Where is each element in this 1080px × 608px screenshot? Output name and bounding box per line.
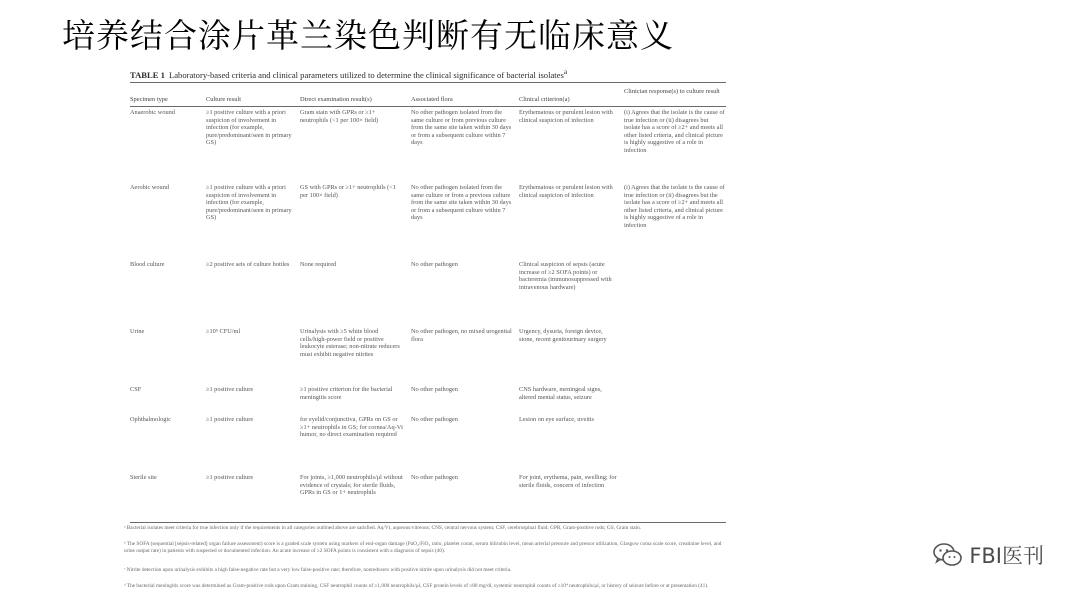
column-header: Clinician response(s) to culture result	[624, 88, 720, 95]
wechat-icon	[933, 542, 963, 568]
watermark-text: FBI医刊	[969, 544, 1044, 568]
table-cell: No other pathogen	[411, 386, 458, 393]
table-cell: ≥1 positive culture with a priori suspicion of involvement in infection (for example, pure/predominant/seen in primary GS)	[206, 184, 292, 222]
table-cell: Aerobic wound	[130, 184, 169, 191]
table-header-rule	[130, 106, 726, 107]
column-header: Clinical criterion(a)	[519, 96, 570, 103]
table-cell: GS with GPRs or ≥1+ neutrophils (<1 per 100× field)	[300, 184, 396, 199]
table-cell: Urgency, dysuria, foreign device, stone, recent genitourinary surgery	[519, 328, 607, 343]
table-label: TABLE 1	[130, 69, 165, 80]
table-cell: (i) Agrees that the isolate is the cause of true infection or (ii) disagrees but the isolate has a score of ≥2+ and meets all other listed criteria, and clinical picture is highly suggestive of a role in infection	[624, 184, 725, 229]
table-cell: ≥2 positive sets of culture bottles	[206, 261, 290, 268]
table-footnote: ᵈ The bacterial meningitis score was determined as Gram-positive rods upon Gram staining, CSF neutrophil counts of ≥1,000 neutrophils/μl, CSF protein levels of ≥80 mg/dl, systemic neutrophil counts of ≥10⁴ neutrophils/μl, or history of seizure before or at presentation (41).	[124, 583, 709, 589]
table-caption-text: Laboratory-based criteria and clinical parameters utilized to determine the clinical significance of bacterial isolates	[168, 69, 564, 80]
table-top-rule	[130, 82, 726, 83]
table-cell: No other pathogen isolated from the same culture or from previous culture from the same site taken within 30 days or from a subsequent culture within 7 days	[411, 109, 512, 147]
table-footnote: ᵇ The SOFA (sequential [sepsis-related] organ failure assessment) score is a graded scale system using markers of end-organ damage (PaO₂/FiO₂ ratio, platelet count, serum bilirubin level, mean arterial pressure and pressor utilization, Glasgow coma scale score, creatinine level, and urine output rate) in patients with suspected or documented infection. An acute increase of ≥2 SOFA points is consistent with a diagnosis of sepsis (40).	[124, 541, 722, 554]
column-header: Culture result	[206, 96, 241, 103]
table-cell: ≥1 positive culture	[206, 474, 254, 481]
table-cell: for eyelid/conjunctiva, GPRs on GS or ≥1+ neutrophils in GS; for cornea/Aq-Vt humor, no direct examination required	[300, 416, 404, 439]
column-header: Specimen type	[130, 96, 168, 103]
table-cell: Anaerobic wound	[130, 109, 175, 116]
table-caption: TABLE 1 Laboratory-based criteria and clinical parameters utilized to determine the clinical significance of bacterial isolates$^a$	[130, 68, 568, 80]
table-cell: (i) Agrees that the isolate is the cause of true infection or (ii) disagrees but isolate has a score of ≥2+ and meets all other listed criteria, and clinical picture is highly suggestive of a role in infection	[624, 109, 725, 154]
table-cell: No other pathogen	[411, 474, 458, 481]
table-cell: CSF	[130, 386, 142, 393]
table-cell: For joints, ≥1,000 neutrophils/μl without evidence of crystals; for sterile fluids, GPRs in GS or 1+ neutrophils	[300, 474, 403, 497]
table-footnote: ᵃ Bacterial isolates meet criteria for true infection only if the requirements in all categories outlined above are satisfied. Aq/Vt, aqueous/vitreous; CNS, central nervous system; CSF, cerebrospinal fluid; GPR, Gram-positive rods; GS, Gram stain.	[124, 525, 642, 531]
table-cell: For joint, erythema, pain, swelling; for sterile fluids, concern of infection	[519, 474, 617, 489]
table-cell: Urine	[130, 328, 145, 335]
table-cell: Ophthalmologic	[130, 416, 171, 423]
table-document	[118, 66, 730, 606]
table-cell: Erythematous or purulent lesion with clinical suspicion of infection	[519, 109, 613, 124]
table-cell: Urinalysis with ≥5 white blood cells/high-power field or positive leukocyte esterase; non-nitrate reducers must exhibit negative nitrites	[300, 328, 400, 358]
table-cell: No other pathogen, no mixed urogenital flora	[411, 328, 512, 343]
column-header: Direct examination result(s)	[300, 96, 372, 103]
table-cell: No other pathogen	[411, 416, 458, 423]
table-cell: Blood culture	[130, 261, 165, 268]
table-cell: No other pathogen	[411, 261, 458, 268]
table-bottom-rule	[130, 522, 726, 523]
table-footnote: ᶜ Nitrite detection upon urinalysis exhibits a high false-negative rate but a very low false-positive rate; therefore, nonreducers with positive nitrite upon urinalysis did not meet criteria.	[124, 567, 512, 573]
table-cell: CNS hardware, meningeal signs, altered mental status, seizure	[519, 386, 602, 401]
watermark	[933, 540, 1044, 570]
table-cell: Erythematous or purulent lesion with clinical suspicion of infection	[519, 184, 613, 199]
table-cell: None required	[300, 261, 337, 268]
table-cell: Sterile site	[130, 474, 157, 481]
table-cell: Clinical suspicion of sepsis (acute increase of ≥2 SOFA points) or bacteremia (immunosuppressed with intravenous hardware)	[519, 261, 612, 291]
table-cell: ≥10⁵ CFU/ml	[206, 328, 241, 335]
table-cell: No other pathogen isolated from the same culture or from a previous culture from the same site taken within 30 days or from a subsequent culture within 7 days	[411, 184, 512, 222]
column-header: Associated flora	[411, 96, 453, 103]
table-cell: Lesion on eye surface, uveitis	[519, 416, 595, 423]
table-cell: ≥1 positive culture with a priori suspicion of involvement in infection (for example, pure/predominant/seen in primary GS)	[206, 109, 292, 147]
table-cell: Gram stain with GPRs or ≥1+ neutrophils (<1 per 100× field)	[300, 109, 379, 124]
slide-title: 培养结合涂片革兰染色判断有无临床意义	[62, 16, 674, 55]
table-cell: ≥1 positive culture	[206, 386, 254, 393]
table-cell: ≥1 positive criterion for the bacterial meningitis score	[300, 386, 393, 401]
table-cell: ≥1 positive culture	[206, 416, 254, 423]
